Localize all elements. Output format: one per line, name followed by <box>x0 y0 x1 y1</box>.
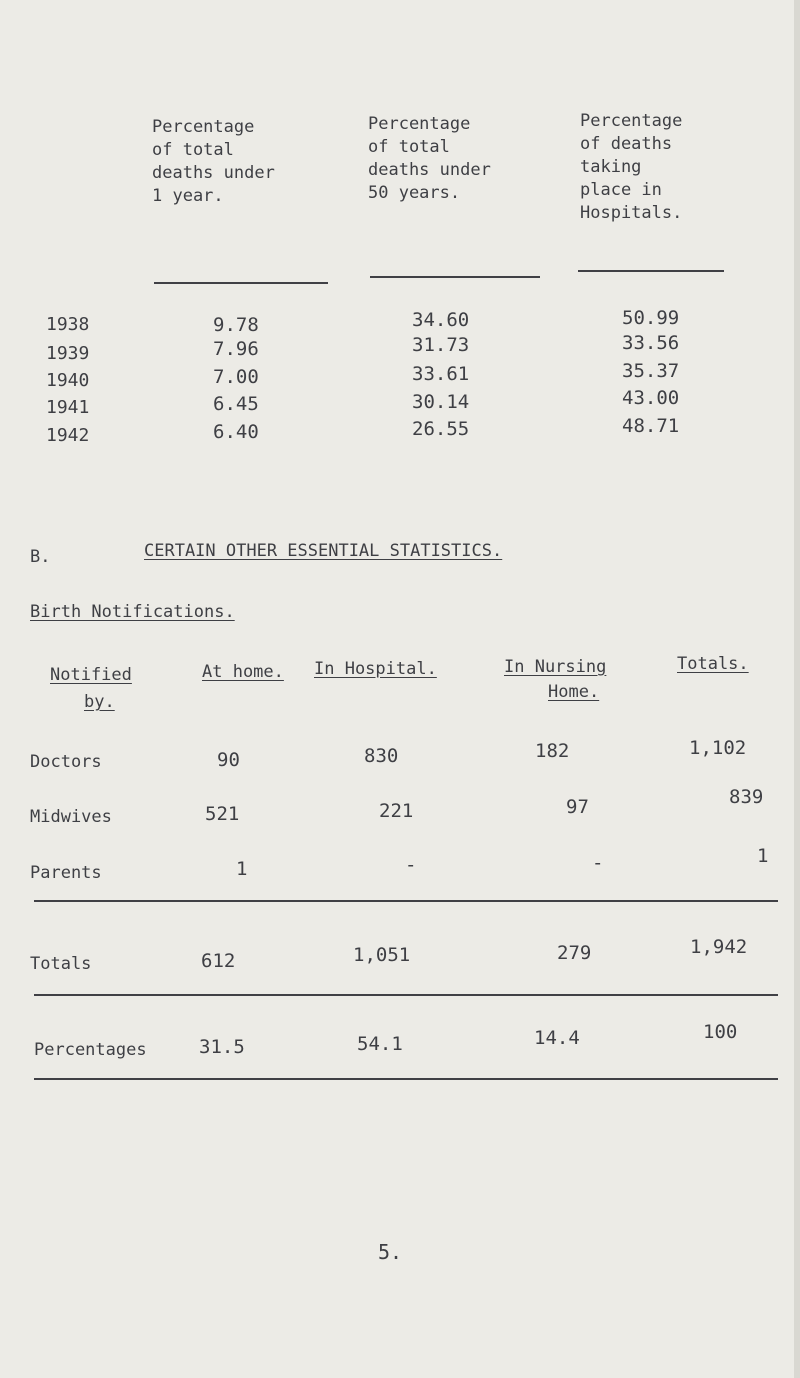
cell-in-hospital: 221 <box>379 800 414 822</box>
header-nursing-home: Home. <box>548 682 600 702</box>
cell-in-hospital: - <box>405 854 417 876</box>
table-rule <box>34 1078 778 1080</box>
column-rule-3 <box>578 270 724 272</box>
cell-at-home: 612 <box>201 950 236 972</box>
row-label: Doctors <box>30 752 102 772</box>
section-letter: B. <box>30 547 51 567</box>
cell-totals: 1,942 <box>690 936 748 958</box>
header-deaths-under-50-years: Percentage of total deaths under 50 years. <box>368 114 491 203</box>
cell-in-nursing-home: 97 <box>566 796 589 818</box>
cell-in-nursing-home: 279 <box>557 942 592 964</box>
pct-under-1-year: 7.96 <box>213 338 259 360</box>
row-label: Parents <box>30 863 102 883</box>
pct-under-50-years: 26.55 <box>412 418 470 440</box>
cell-at-home: 1 <box>236 858 248 880</box>
pct-under-50-years: 34.60 <box>412 309 470 331</box>
page-number: 5. <box>378 1240 403 1264</box>
header-notified: Notified <box>50 665 132 685</box>
pct-under-1-year: 6.40 <box>213 421 259 443</box>
page-edge-shadow <box>794 0 800 1378</box>
row-label: Percentages <box>34 1040 147 1060</box>
year-label: 1942 <box>46 425 90 446</box>
cell-in-nursing-home: - <box>592 852 604 874</box>
pct-in-hospitals: 35.37 <box>622 360 680 382</box>
row-label: Totals <box>30 954 92 974</box>
cell-in-nursing-home: 182 <box>535 740 570 762</box>
row-label: Midwives <box>30 807 112 827</box>
cell-totals: 839 <box>729 786 764 808</box>
year-label: 1940 <box>46 370 90 391</box>
cell-in-hospital: 1,051 <box>353 944 411 966</box>
year-label: 1941 <box>46 397 90 418</box>
cell-in-hospital: 830 <box>364 745 399 767</box>
pct-in-hospitals: 33.56 <box>622 332 680 354</box>
section-title: CERTAIN OTHER ESSENTIAL STATISTICS. <box>144 541 503 561</box>
header-in-hospital: In Hospital. <box>314 659 437 679</box>
birth-notifications-title: Birth Notifications. <box>30 602 235 622</box>
table-rule <box>34 900 778 902</box>
header-deaths-in-hospitals: Percentage of deaths taking place in Hospitals. <box>580 111 683 223</box>
pct-in-hospitals: 50.99 <box>622 307 680 329</box>
pct-under-50-years: 31.73 <box>412 334 470 356</box>
header-notified-by: by. <box>84 692 115 712</box>
pct-under-1-year: 9.78 <box>213 314 259 336</box>
cell-in-hospital: 54.1 <box>357 1033 403 1055</box>
cell-at-home: 521 <box>205 803 240 825</box>
cell-totals: 1,102 <box>689 737 747 759</box>
cell-at-home: 90 <box>217 749 240 771</box>
pct-in-hospitals: 48.71 <box>622 415 680 437</box>
pct-in-hospitals: 43.00 <box>622 387 680 409</box>
cell-totals: 100 <box>703 1021 738 1043</box>
header-deaths-under-1-year: Percentage of total deaths under 1 year. <box>152 117 275 206</box>
header-totals: Totals. <box>677 654 749 674</box>
pct-under-1-year: 7.00 <box>213 366 259 388</box>
pct-under-1-year: 6.45 <box>213 393 259 415</box>
cell-in-nursing-home: 14.4 <box>534 1027 580 1049</box>
pct-under-50-years: 33.61 <box>412 363 470 385</box>
header-at-home: At home. <box>202 662 284 682</box>
cell-totals: 1 <box>757 845 769 867</box>
cell-at-home: 31.5 <box>199 1036 245 1058</box>
year-label: 1938 <box>46 314 90 335</box>
pct-under-50-years: 30.14 <box>412 391 470 413</box>
table-rule <box>34 994 778 996</box>
year-label: 1939 <box>46 343 90 364</box>
column-rule-1 <box>154 282 328 284</box>
column-rule-2 <box>370 276 540 278</box>
header-in-nursing: In Nursing <box>504 657 607 677</box>
